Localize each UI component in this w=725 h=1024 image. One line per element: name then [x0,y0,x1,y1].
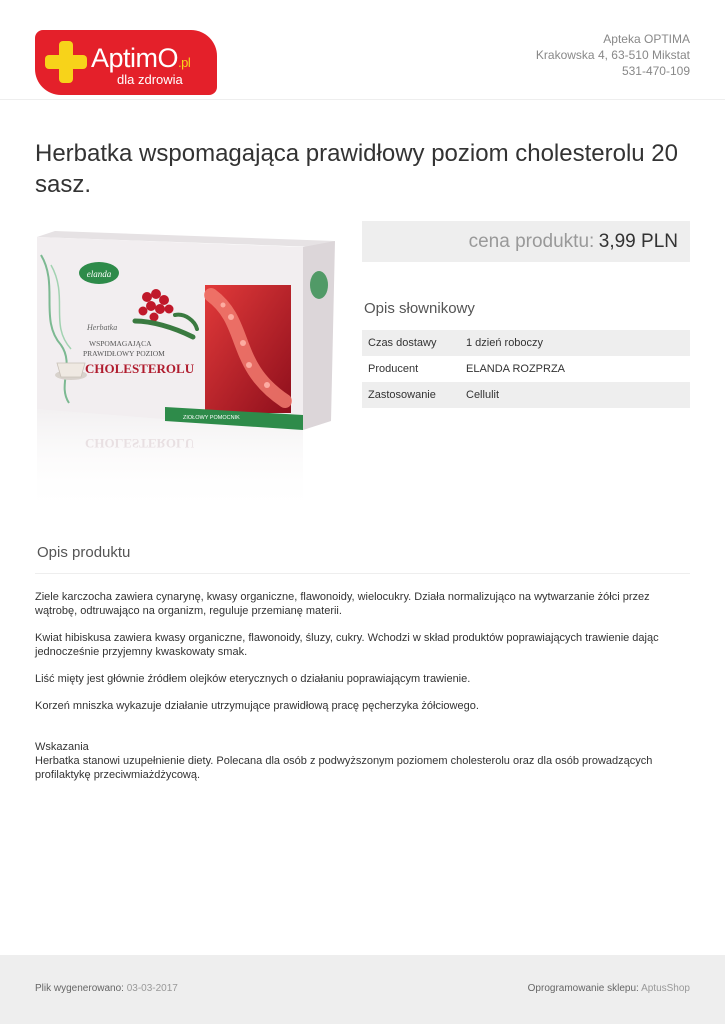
dictionary-key: Producent [368,363,419,375]
dictionary-table [362,330,690,408]
product-title: Herbatka wspomagająca prawidłowy poziom cholesterolu 20 sasz. [35,140,678,198]
indications-text: Herbatka stanowi uzupełnienie diety. Polecana dla osób z podwyższonym poziomem cholesterolu oraz dla osób prowadzących profilaktykę przeciwmiażdżycową. [35,755,653,781]
software-link[interactable]: AptusShop [641,983,690,994]
page-header [0,0,725,100]
description-paragraph: Korzeń mniszka wykazuje działanie utrzymujące prawidłową pracę pęcherzyka żółciowego. [35,700,479,712]
indications-heading: Wskazania [35,741,89,753]
page-footer [0,955,725,1024]
price-label: cena produktu: [468,231,595,252]
table-row [362,330,690,356]
price-value: 3,99 PLN [598,231,678,252]
shop-phone: 531-470-109 [621,64,690,78]
image-subtitle-2: PRAWIDŁOWY POZIOM [83,349,165,358]
description-paragraph: Ziele karczocha zawiera cynarynę, kwasy organiczne, flawonoidy, wielocukry. Działa normalizująco na wytwarzanie żółci przez wątrobę, odtruwająco na organizm, reguluje przemianę materii. [35,591,650,617]
description-title: Opis produktu [37,544,131,561]
dictionary-value: 1 dzień roboczy [460,330,690,356]
shop-info [536,31,690,79]
image-subtitle-1: WSPOMAGAJĄCA [89,339,152,348]
generated-date: 03-03-2017 [126,983,178,994]
divider [35,573,690,574]
description-paragraph: Kwiat hibiskusa zawiera kwasy organiczne, flawonoidy, śluzy, cukry. Wchodzi w skład produktów poprawiających trawienie dając jednocześnie przyjemny kwaskowaty smak. [35,632,659,658]
aptimo-logo[interactable] [35,30,217,95]
shop-name: Apteka OPTIMA [603,32,690,46]
logo-brand: AptimO.pl [91,43,191,73]
product-description [35,590,690,795]
image-product-name: CHOLESTEROLU [85,361,195,376]
table-row [362,382,690,408]
price-box [362,221,690,262]
software-info [528,983,690,994]
image-brand-text: elanda [86,269,112,279]
logo-tagline: dla zdrowia [117,72,183,87]
dictionary-value: Cellulit [460,382,690,408]
product-image [35,225,337,515]
image-product-name-reflection: CHOLESTEROLU [85,436,195,451]
table-row [362,356,690,382]
image-band-text: ZIOŁOWY POMOCNIK [183,415,240,421]
dictionary-key: Czas dostawy [362,330,460,356]
description-paragraph: Liść mięty jest głównie źródłem olejków eterycznych o działaniu poprawiającym trawienie. [35,673,471,685]
dictionary-title: Opis słownikowy [364,300,475,317]
pharmacy-cross-icon [45,41,87,83]
generated-info [35,983,178,994]
image-line-text: Herbatka [87,323,118,332]
shop-address: Krakowska 4, 63-510 Mikstat [535,48,690,62]
generated-label: Plik wygenerowano: [35,983,124,994]
dictionary-key: Zastosowanie [362,382,460,408]
dictionary-value: ELANDA ROZPRZA [466,363,566,375]
software-label: Oprogramowanie sklepu: [527,983,639,994]
